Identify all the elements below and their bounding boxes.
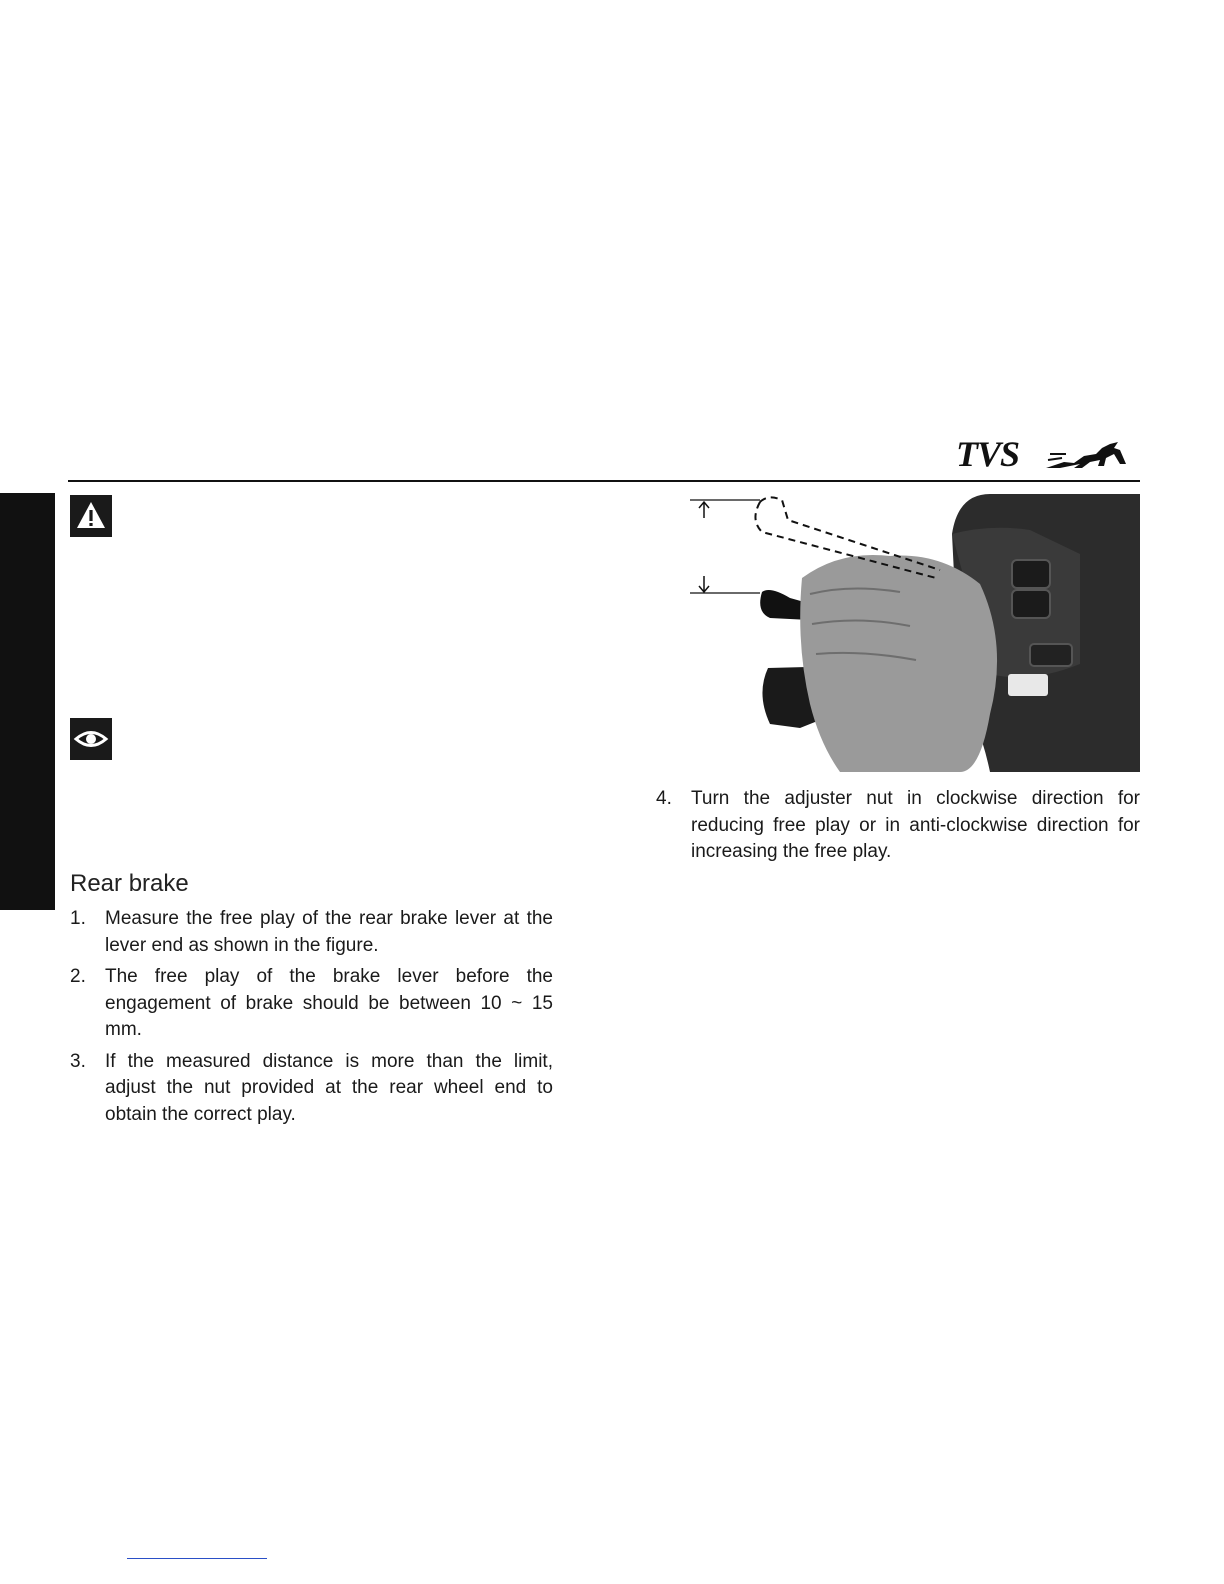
horse-logo-icon xyxy=(1044,440,1128,472)
adjustment-steps xyxy=(656,786,1140,871)
list-item xyxy=(70,906,553,959)
header-rule xyxy=(68,480,1140,482)
list-item xyxy=(70,1049,553,1129)
step-number: 3. xyxy=(70,1050,86,1072)
list-item xyxy=(70,964,553,1044)
step-text: Measure the free play of the rear brake lever at the lever end as shown in the figure. xyxy=(105,908,553,956)
step-number: 4. xyxy=(656,788,672,809)
step-text: If the measured distance is more than the limit, adjust the nut provided at the rear wheel end to obtain the correct play. xyxy=(105,1050,553,1125)
side-section-tab xyxy=(0,493,55,910)
tvs-logo xyxy=(956,434,1128,474)
eye-icon xyxy=(70,718,112,760)
step-text: Turn the adjuster nut in clockwise direction for reducing free play or in anti-clockwise direction for increasing the free play. xyxy=(691,788,1140,862)
step-number: 1. xyxy=(70,908,86,929)
warning-triangle-icon xyxy=(70,495,112,537)
logo-text: TVS xyxy=(956,434,1020,474)
brake-lever-figure xyxy=(690,494,1140,772)
step-number: 2. xyxy=(70,966,86,987)
footer-link-line xyxy=(127,1558,267,1559)
rear-brake-steps xyxy=(70,906,553,1133)
list-item xyxy=(656,786,1140,866)
step-text: The free play of the brake lever before the engagement of brake should be between 10 ~ 15 mm. xyxy=(105,966,553,1040)
section-title: Rear brake xyxy=(70,870,189,897)
